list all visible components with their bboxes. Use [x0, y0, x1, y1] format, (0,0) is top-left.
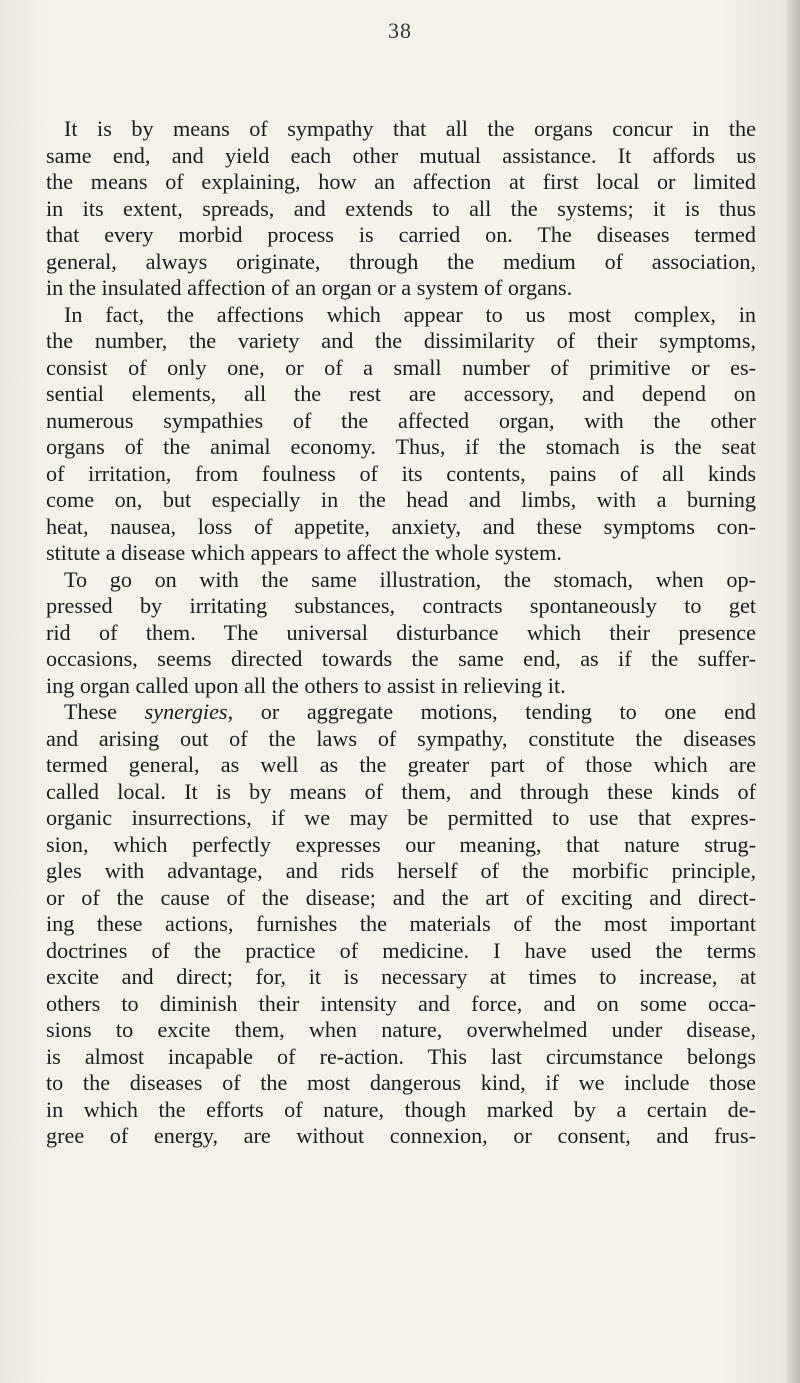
page-edge	[786, 0, 800, 1383]
text-line: stitute a disease which appears to affect the whole system.	[46, 540, 562, 565]
text-line: called local. It is by means of them, and through these kinds of	[46, 778, 756, 804]
text-segment: These	[64, 699, 145, 724]
text-line: rid of them. The universal disturbance which their presence	[46, 619, 756, 645]
text-line	[46, 699, 756, 726]
text-line: gles with advantage, and rids herself of the morbific principle,	[46, 858, 756, 883]
text-line: excite and direct; for, it is necessary at times to increase, at	[46, 964, 756, 989]
text-line: ing organ called upon all the others to assist in relieving it.	[46, 672, 566, 698]
text-line: is almost incapable of re-action. This last circumstance belongs	[46, 1043, 756, 1069]
text-line: pressed by irritating substances, contracts spontaneously to get	[46, 593, 756, 618]
text-line: organs of the animal economy. Thus, if the stomach is the seat	[46, 434, 756, 459]
text-line: ing these actions, furnishes the materials of the most important	[46, 911, 756, 936]
text-line: gree of energy, are without connexion, or consent, and frus-	[46, 1123, 756, 1148]
text-line: In fact, the affections which appear to us most complex, in	[64, 301, 756, 327]
text-line: same end, and yield each other mutual assistance. It affords us	[46, 142, 756, 168]
text-line: To go on with the same illustration, the stomach, when op-	[64, 566, 756, 592]
text-line: sions to excite them, when nature, overwhelmed under disease,	[46, 1017, 756, 1042]
text-line: sion, which perfectly expresses our meaning, that nature strug-	[46, 831, 756, 857]
text-line: come on, but especially in the head and limbs, with a burning	[46, 487, 756, 512]
text-line: termed general, as well as the greater part of those which are	[46, 752, 756, 777]
text-line: to the diseases of the most dangerous kind, if we include those	[46, 1070, 756, 1095]
text-line: numerous sympathies of the affected organ, with the other	[46, 407, 756, 433]
text-line: of irritation, from foulness of its contents, pains of all kinds	[46, 460, 756, 486]
text-line: doctrines of the practice of medicine. I have used the terms	[46, 937, 756, 963]
text-line: the number, the variety and the dissimilarity of their symptoms,	[46, 328, 756, 353]
text-line: or of the cause of the disease; and the art of exciting and direct-	[46, 884, 756, 910]
text-line: the means of explaining, how an affection at first local or limited	[46, 169, 756, 194]
text-line: and arising out of the laws of sympathy, constitute the diseases	[46, 725, 756, 751]
text-line: that every morbid process is carried on. The diseases termed	[46, 222, 756, 247]
text-line: sential elements, all the rest are accessory, and depend on	[46, 381, 756, 406]
body-text	[46, 116, 756, 1150]
text-line: consist of only one, or of a small number of primitive or es-	[46, 354, 756, 380]
text-line: in its extent, spreads, and extends to all the systems; it is thus	[46, 195, 756, 221]
text-line: in which the efforts of nature, though marked by a certain de-	[46, 1096, 756, 1122]
text-line: It is by means of sympathy that all the organs concur in the	[64, 116, 756, 141]
text-line: organic insurrections, if we may be permitted to use that expres-	[46, 805, 756, 830]
text-line: heat, nausea, loss of appetite, anxiety, and these symptoms con-	[46, 513, 756, 539]
text-line: others to diminish their intensity and force, and on some occa-	[46, 990, 756, 1016]
italic-term: synergies	[144, 699, 228, 724]
text-segment: , or aggregate motions, tending to one end	[227, 699, 757, 724]
text-line: general, always originate, through the medium of association,	[46, 248, 756, 274]
page-number: 38	[388, 18, 412, 43]
text-line: in the insulated affection of an organ or a system of organs.	[46, 275, 573, 300]
text-line: occasions, seems directed towards the same end, as if the suffer-	[46, 646, 756, 671]
